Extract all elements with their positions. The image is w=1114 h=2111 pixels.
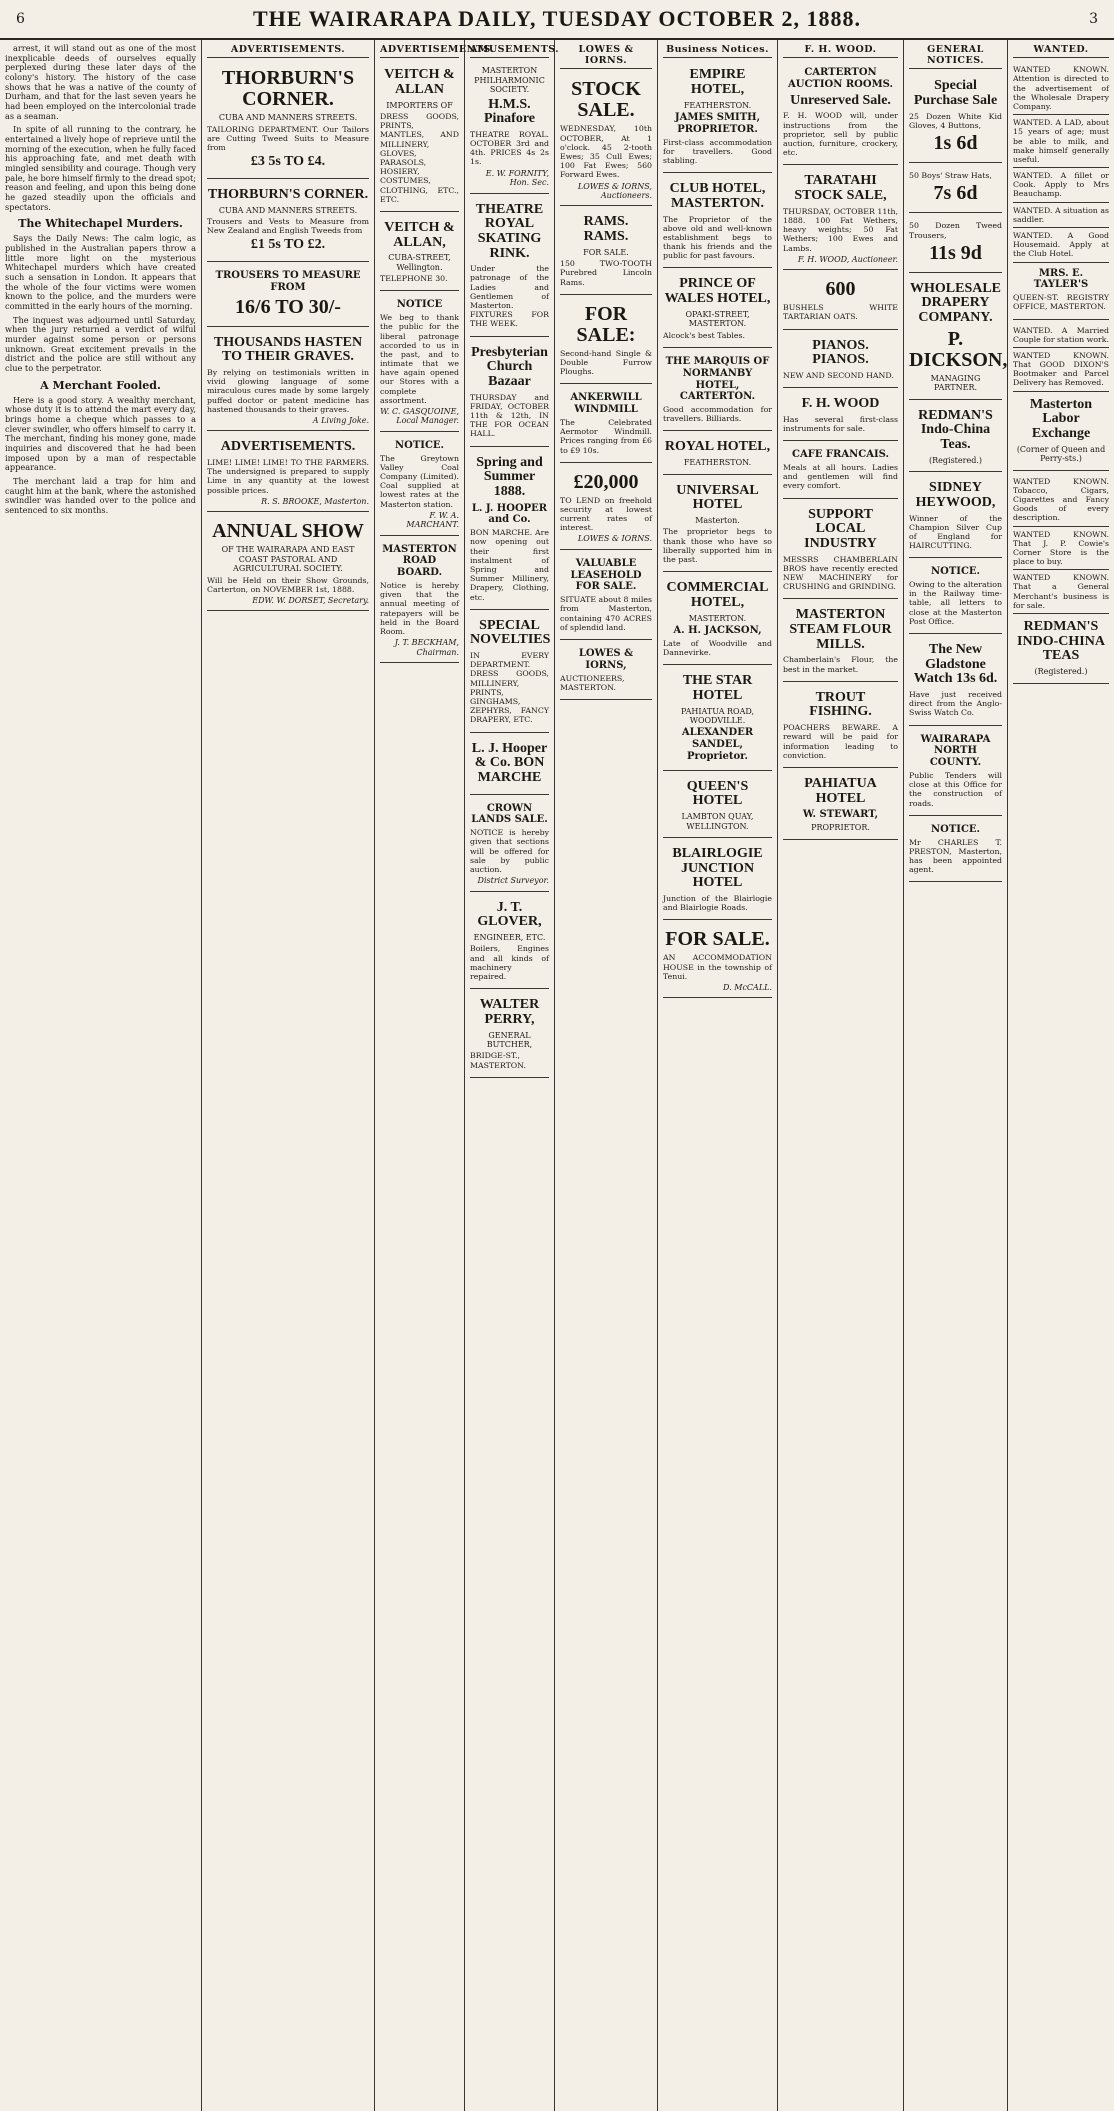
ad-body: NEW AND SECOND HAND. bbox=[783, 370, 894, 380]
ad-title: COMMERCIAL HOTEL, bbox=[666, 580, 769, 610]
ad-title: H.M.S. Pinafore bbox=[483, 96, 536, 127]
ad-body: The proprietor begs to thank those who have so liberally supported him in the past. bbox=[663, 527, 772, 564]
ad-title: THORBURN'S CORNER. bbox=[221, 67, 355, 111]
ad-subtitle: MASTERTON PHILHARMONIC SOCIETY. bbox=[474, 66, 545, 95]
column-advertisements-1 bbox=[202, 40, 375, 2111]
ad-subtitle: CUBA-STREET, Wellington. bbox=[388, 253, 451, 272]
advertisement bbox=[783, 502, 898, 600]
ad-title: Spring and Summer 1888. bbox=[476, 454, 543, 499]
ad-title: TROUT FISHING. bbox=[809, 689, 872, 720]
ad-body: TELEPHONE 30. bbox=[380, 274, 448, 284]
ad-title: ADVERTISEMENTS. bbox=[220, 439, 356, 455]
column-advertisements-2 bbox=[375, 40, 495, 2111]
ad-body: Has several first-class instruments for sale. bbox=[783, 414, 898, 433]
ad-signature: F. H. WOOD, Auctioneer. bbox=[797, 254, 898, 264]
advertisement bbox=[380, 435, 459, 536]
ad-body: Mr CHARLES T. PRESTON, Masterton, has been appointed agent. bbox=[909, 837, 1002, 875]
ad-title: CROWN LANDS SALE. bbox=[471, 802, 548, 826]
ad-title: UNIVERSAL HOTEL bbox=[676, 482, 759, 513]
ad-subtitle: MANAGING PARTNER. bbox=[930, 373, 981, 393]
advertisement bbox=[783, 168, 898, 270]
ad-subtitle: FOR SALE. bbox=[583, 247, 629, 257]
ad-title: THE STAR HOTEL bbox=[682, 673, 753, 703]
advertisement bbox=[783, 391, 898, 441]
ad-title: Special Purchase Sale bbox=[913, 78, 998, 109]
advertisement bbox=[470, 798, 549, 892]
ad-body: Public Tenders will close at this Office for the construction of roads. bbox=[909, 771, 1002, 808]
advertisement bbox=[663, 271, 772, 347]
ad-body: Late of Woodville and Dannevirke. bbox=[663, 638, 772, 657]
ad-title: 600 bbox=[825, 278, 856, 301]
ad-title: THEATRE ROYAL SKATING RINK. bbox=[475, 201, 544, 261]
ad-body: The Greytown Valley Coal Company (Limited). Coal supplied at lowest rates at the Masterton station. bbox=[380, 453, 459, 509]
ad-signature: A Living Joke. bbox=[312, 415, 369, 425]
ad-title: CLUB HOTEL, MASTERTON. bbox=[669, 181, 766, 211]
ad-body: IN EVERY DEPARTMENT. DRESS GOODS, MILLINERY, PRINTS, GINGHAMS, ZEPHYRS, FANCY DRAPERY, ETC. bbox=[470, 651, 549, 725]
ad-title: £20,000 bbox=[573, 470, 639, 493]
advertisement bbox=[470, 340, 549, 447]
advertisement bbox=[783, 273, 898, 329]
wanted-ad: WANTED. A LAD, about 15 years of age; must be able to milk, and make himself generally useful. bbox=[1013, 115, 1109, 168]
ad-proprietor: P. DICKSON, bbox=[909, 327, 1008, 371]
ad-body: We beg to thank the public for the liberal patronage accorded to us in the past, and to intimate that we have again opened our Stores with a complete assortment. bbox=[380, 313, 459, 405]
ad-title: THE MARQUIS OF NORMANBY HOTEL, CARTERTON. bbox=[665, 355, 770, 403]
advertisement bbox=[560, 466, 652, 550]
page-number-left: 6 bbox=[16, 11, 25, 27]
ad-body: F. H. WOOD will, under instructions from the proprietor, sell by public auction, furniture, crockery, etc. bbox=[783, 111, 898, 158]
ad-signature: R. S. BROOKE, Masterton. bbox=[261, 496, 369, 506]
ad-body: The Celebrated Aermotor Windmill. Prices ranging from £6 to £9 10s. bbox=[560, 417, 652, 455]
ad-title: L. J. Hooper & Co. BON MARCHE bbox=[471, 740, 548, 785]
ad-title: VEITCH & ALLAN bbox=[384, 67, 455, 97]
ad-subtitle: CUBA AND MANNERS STREETS. bbox=[218, 113, 358, 123]
ad-body: AN ACCOMMODATION HOUSE in the township of Tenui. bbox=[663, 953, 772, 981]
advertisement bbox=[783, 602, 898, 681]
advertisement bbox=[560, 73, 652, 206]
advertisement bbox=[783, 62, 898, 165]
advertisement bbox=[663, 841, 772, 920]
ad-body: THURSDAY, OCTOBER 11th, 1888. 100 Fat Wethers, heavy weights; 50 Fat Wethers; 100 Ewes and Lambs. bbox=[783, 206, 898, 253]
advertisement bbox=[560, 298, 652, 385]
ad-price: 1s 6d bbox=[933, 132, 978, 155]
ad-body: SITUATE about 8 miles from Masterton, containing 470 ACRES of splendid land. bbox=[560, 595, 652, 632]
ad-body: AUCTIONEERS, MASTERTON. bbox=[560, 673, 625, 692]
ad-price: £3 5s TO £4. bbox=[250, 154, 326, 170]
advertisement bbox=[663, 478, 772, 573]
ad-title: J. T. GLOVER, bbox=[477, 899, 542, 930]
ad-title: MASTERTON STEAM FLOUR MILLS. bbox=[789, 607, 892, 652]
ad-title: TARATAHI STOCK SALE, bbox=[794, 173, 887, 204]
ad-title: The New Gladstone Watch 13s 6d. bbox=[913, 642, 998, 687]
ad-subtitle: GENERAL BUTCHER, bbox=[486, 1030, 533, 1050]
ad-subtitle: IMPORTERS OF bbox=[386, 100, 453, 110]
ad-body: Meals at all hours. Ladies and gentlemen will find every comfort. bbox=[783, 462, 898, 491]
advertisement bbox=[909, 561, 1002, 634]
ad-signature: F. W. A. MARCHANT. bbox=[406, 510, 459, 530]
ad-body: MESSRS CHAMBERLAIN BROS have recently erected NEW MACHINERY for CRUSHING and GRINDING. bbox=[783, 554, 898, 592]
ad-title: VEITCH & ALLAN, bbox=[384, 219, 455, 250]
ad-subtitle: (Registered.) bbox=[1034, 667, 1088, 677]
advertisement bbox=[663, 923, 772, 998]
column-fh-wood bbox=[778, 40, 904, 2111]
advertisement bbox=[663, 575, 772, 665]
ad-subtitle: PAHIATUA ROAD, WOODVILLE. bbox=[680, 706, 755, 725]
ad-subtitle: Masterton. bbox=[695, 515, 740, 525]
ad-subtitle: OPAKI-STREET, MASTERTON. bbox=[685, 309, 750, 329]
ad-subtitle: (Registered.) bbox=[929, 455, 982, 465]
advertisement bbox=[207, 182, 369, 262]
ad-body: THURSDAY and FRIDAY, OCTOBER 11th & 12th, IN THE FOR OCEAN HALL. bbox=[470, 392, 549, 439]
ad-subtitle: CUBA AND MANNERS STREETS. bbox=[218, 205, 358, 215]
ad-title: NOTICE bbox=[396, 299, 443, 311]
wanted-ad: WANTED KNOWN. Tobacco, Cigars, Cigarettes and Fancy Goods of every description. bbox=[1013, 474, 1109, 527]
ad-body: Second-hand Single & Double Furrow Ploughs. bbox=[560, 348, 652, 377]
news-paragraph: In spite of all running to the contrary, he entertained a lively hope of reprieve until the morning of the execution, when he fully faced his approaching fate, and met death with mingled sensibility and courage. Though very pale, he bore himself firmly to the dread spot; reason and feeling, and upon this being done he gazed steadily upon the officials and spectators. bbox=[5, 124, 196, 212]
advertisement bbox=[909, 819, 1002, 883]
column-header: ADVERTISEMENTS. bbox=[380, 44, 459, 58]
ad-title: THOUSANDS HASTEN TO THEIR GRAVES. bbox=[213, 334, 363, 365]
advertisement bbox=[207, 330, 369, 432]
ad-title: NOTICE. bbox=[930, 823, 981, 835]
advertisement bbox=[663, 351, 772, 432]
ad-title: STOCK SALE. bbox=[571, 78, 641, 122]
ad-title: BLAIRLOGIE JUNCTION HOTEL bbox=[672, 846, 763, 891]
advertisement bbox=[783, 333, 898, 389]
ad-title: Masterton Labor Exchange bbox=[1029, 396, 1093, 442]
ad-title: SUPPORT LOCAL INDUSTRY bbox=[804, 506, 877, 551]
column-header: ADVERTISEMENTS. bbox=[207, 44, 369, 58]
advertisement bbox=[470, 62, 549, 193]
article-heading: A Merchant Fooled. bbox=[40, 378, 161, 392]
ad-title: NOTICE. bbox=[394, 439, 445, 451]
ad-title: RAMS. RAMS. bbox=[583, 214, 629, 245]
column-header: WANTED. bbox=[1013, 44, 1109, 58]
wanted-ad: WANTED. A Married Couple for station work. bbox=[1013, 323, 1109, 348]
ad-title: SIDNEY HEYWOOD, bbox=[915, 480, 996, 510]
ad-title: WHOLESALE DRAPERY COMPANY. bbox=[909, 280, 1002, 326]
ad-title: PIANOS. PIANOS. bbox=[812, 337, 869, 368]
masthead bbox=[0, 0, 1114, 40]
ad-price: 7s 6d bbox=[933, 182, 978, 205]
advertisement bbox=[783, 444, 898, 498]
ad-title: REDMAN'S INDO-CHINA TEAS bbox=[1017, 619, 1105, 664]
ad-proprietor: A. H. JACKSON, bbox=[673, 624, 762, 636]
ad-title: MASTERTON ROAD BOARD. bbox=[382, 543, 457, 579]
ad-body: BON MARCHE. Are now opening out their first instalment of Spring and Summer Millinery, Drapery, Clothing, etc. bbox=[470, 528, 549, 602]
ad-body: Winner of the Champion Silver Cup of England for HAIRCUTTING. bbox=[909, 513, 1002, 551]
page-number-right: 3 bbox=[1089, 11, 1098, 27]
ad-title: NOTICE. bbox=[930, 566, 981, 578]
ad-body: Owing to the alteration in the Railway time-table, all letters to close at the Masterton Post Office. bbox=[909, 580, 1002, 626]
advertisement bbox=[663, 668, 772, 771]
ad-title: WALTER PERRY, bbox=[479, 997, 540, 1027]
wanted-ad: WANTED KNOWN. Attention is directed to the advertisement of the Wholesale Drapery Company. bbox=[1013, 62, 1109, 115]
ad-title: QUEEN'S HOTEL bbox=[686, 778, 749, 809]
ad-title: EMPIRE HOTEL, bbox=[689, 67, 746, 97]
wanted-ad: WANTED KNOWN. That a General Merchant's business is for sale. bbox=[1013, 570, 1109, 614]
wanted-ad: WANTED. A fillet or Cook. Apply to Mrs Beauchamp. bbox=[1013, 168, 1109, 203]
advertisement bbox=[663, 62, 772, 173]
ad-title: CAFE FRANCAIS. bbox=[792, 449, 889, 461]
ad-body: WEDNESDAY, 10th OCTOBER, At 1 o'clock. 45 2-tooth Ewes; 35 Cull Ewes; 100 Fat Ewes; 560 Forward Ewes. bbox=[560, 124, 652, 180]
column-header: AMUSEMENTS. bbox=[470, 44, 549, 58]
advertisement bbox=[470, 197, 549, 337]
ad-subtitle: (Corner of Queen and Perry-sts.) bbox=[1016, 444, 1106, 464]
advertisement bbox=[909, 475, 1002, 558]
ad-title: TROUSERS TO MEASURE FROM bbox=[215, 270, 361, 293]
advertisement bbox=[909, 166, 1002, 213]
advertisement bbox=[909, 403, 1002, 473]
ad-signature: E. W. FORNITY, Hon. Sec. bbox=[485, 168, 549, 188]
ad-signature: LOWES & IORNS, Auctioneers. bbox=[577, 181, 652, 200]
ad-proprietor: JAMES SMITH, PROPRIETOR. bbox=[674, 112, 761, 135]
ad-subtitle: FEATHERSTON. bbox=[683, 100, 752, 110]
advertisement bbox=[560, 387, 652, 462]
ad-body: DRESS GOODS, PRINTS, MANTLES, AND MILLINERY, GLOVES, PARASOLS, HOSIERY, COSTUMES, CLOTHING, ETC., ETC. bbox=[380, 112, 459, 204]
advertisement bbox=[783, 771, 898, 840]
news-paragraph: Here is a good story. A wealthy merchant, whose duty it is to attend the mart every day, brings home a cheque which passes to a clever swindler, who offers himself to carry it. The merchant, finding his money gone, made inquiries and discovered that he had been imposed upon by a man of respectable appearance. bbox=[5, 394, 196, 473]
advertisement bbox=[909, 216, 1002, 272]
ad-subtitle: OF THE WAIRARAPA AND EAST COAST PASTORAL AND AGRICULTURAL SOCIETY. bbox=[221, 545, 355, 574]
advertisement bbox=[909, 276, 1008, 400]
ad-body: Alcock's best Tables. bbox=[663, 330, 745, 340]
news-paragraph: The merchant laid a trap for him and caught him at the bank, where the astonished swindler was handed over to the police and sentenced to six months. bbox=[5, 476, 197, 516]
ad-subtitle: L. J. HOOPER and Co. bbox=[471, 502, 548, 526]
ad-price: £1 5s TO £2. bbox=[250, 237, 326, 253]
column-lowes-iorns bbox=[555, 40, 658, 2111]
ad-body: 50 Dozen Tweed Trousers, bbox=[909, 221, 1002, 240]
advertisement bbox=[207, 515, 369, 611]
ad-signature: EDW. W. DORSET, Secretary. bbox=[252, 595, 369, 605]
wanted-ad: WANTED KNOWN. That J. P. Cowie's Corner Store is the place to buy. bbox=[1013, 527, 1109, 571]
advertisement bbox=[909, 729, 1002, 816]
advertisement bbox=[470, 613, 549, 733]
ad-signature: D. McCALL. bbox=[723, 983, 772, 993]
column-business-notices bbox=[658, 40, 778, 2111]
wanted-ad: WANTED. A situation as saddler. bbox=[1013, 203, 1109, 228]
advertisement bbox=[560, 643, 652, 700]
ad-signature: W. C. GASQUOINE, Local Manager. bbox=[380, 407, 459, 426]
advertisement bbox=[783, 685, 898, 768]
advertisement bbox=[663, 176, 772, 268]
advertisement bbox=[909, 73, 1002, 163]
ad-body: Will be Held on their Show Grounds, Carterton, on NOVEMBER 1st, 1888. bbox=[207, 575, 369, 594]
news-paragraph: Says the Daily News: The calm logic, as published in the Australian papers throw a little more light on the mysterious Whitechapel murders which have created such a sensation in London. It appears that the whole of the four victims were women known to the police, and the murders were committed in the early hours of the morning. bbox=[5, 233, 196, 312]
ad-body: QUEEN-ST. REGISTRY OFFICE, MASTERTON. bbox=[1013, 293, 1109, 312]
ad-subtitle: FEATHERSTON. bbox=[683, 458, 752, 468]
advertisement bbox=[909, 637, 1002, 726]
ad-title: REDMAN'S Indo-China Teas. bbox=[918, 407, 993, 453]
advertisement bbox=[470, 992, 549, 1078]
ad-body: Chamberlain's Flour, the best in the market. bbox=[783, 655, 898, 674]
advertisement bbox=[380, 539, 459, 663]
ad-title: LOWES & IORNS, bbox=[578, 648, 634, 671]
column-news bbox=[0, 40, 202, 2111]
ad-title: VALUABLE LEASEHOLD FOR SALE. bbox=[570, 557, 642, 593]
advertisement bbox=[1013, 392, 1109, 471]
ad-body: 150 TWO-TOOTH Purebred Lincoln Rams. bbox=[560, 259, 652, 287]
ad-body: THEATRE ROYAL. OCTOBER 3rd and 4th. PRICES 4s 2s 1s. bbox=[470, 129, 549, 167]
ad-body: Junction of the Blairlogie and Blairlogie Roads. bbox=[663, 894, 772, 913]
advertisement bbox=[380, 62, 459, 212]
advertisement bbox=[1013, 614, 1109, 684]
ad-price: 16/6 TO 30/- bbox=[235, 295, 341, 318]
ad-title: ANNUAL SHOW bbox=[212, 520, 364, 543]
news-paragraph: The inquest was adjourned until Saturday, when the jury returned a verdict of wilful murder against some person or persons unknown. Great excitement prevails in the district and the police are still without any clue to the perpetrator. bbox=[5, 314, 196, 374]
ad-body: LIME! LIME! LIME! TO THE FARMERS. The undersigned is prepared to supply Lime in any quantity at the lowest possible prices. bbox=[207, 458, 369, 495]
column-header: LOWES & IORNS. bbox=[560, 44, 652, 69]
advertisement bbox=[470, 450, 549, 610]
ad-subtitle: LAMBTON QUAY, WELLINGTON. bbox=[681, 812, 754, 831]
ad-body: Under the patronage of the Ladies and Gentlemen of Masterton. FIXTURES FOR THE WEEK. bbox=[470, 264, 549, 329]
ad-body: Have just received direct from the Anglo-Swiss Watch Co. bbox=[909, 690, 1002, 718]
ad-title: Presbyterian Church Bazaar bbox=[471, 344, 548, 389]
advertisement bbox=[470, 736, 549, 795]
ad-title: ANKERWILL WINDMILL bbox=[570, 392, 642, 416]
wanted-ad: WANTED. A Good Housemaid. Apply at the Club Hotel. bbox=[1013, 228, 1109, 263]
ad-body: First-class accommodation for travellers. Good stabling. bbox=[663, 137, 772, 165]
ad-body: The Proprietor of the above old and well-known establishment begs to thank his friends and the public for past favours. bbox=[663, 214, 772, 261]
advertisement bbox=[560, 553, 652, 640]
newspaper-title: THE WAIRARAPA DAILY, TUESDAY OCTOBER 2, 1888. bbox=[253, 6, 861, 31]
advertisement bbox=[1013, 263, 1109, 320]
ad-body: Boilers, Engines and all kinds of machinery repaired. bbox=[470, 944, 549, 982]
column-amusements bbox=[465, 40, 560, 2111]
advertisement bbox=[560, 209, 652, 294]
ad-proprietor: ALEXANDER SANDEL, Proprietor. bbox=[681, 727, 754, 762]
ad-title: PAHIATUA HOTEL bbox=[804, 775, 877, 806]
ad-body: 25 Dozen White Kid Gloves, 4 Buttons, bbox=[909, 111, 1002, 130]
ad-body: Trousers and Vests to Measure from New Zealand and English Tweeds from bbox=[207, 217, 369, 236]
advertisement bbox=[207, 62, 369, 179]
ad-price: 11s 9d bbox=[929, 241, 982, 264]
ad-subtitle: MASTERTON. bbox=[688, 613, 747, 623]
ad-body: BRIDGE-ST., MASTERTON. bbox=[470, 1051, 526, 1070]
advertisement bbox=[207, 434, 369, 512]
ad-body: Good accommodation for travellers. Billiards. bbox=[663, 405, 772, 424]
column-header: F. H. WOOD. bbox=[783, 44, 898, 58]
news-paragraph: arrest, it will stand out as one of the most inexplicable deeds of ourselves equally perplexed during these later days of the colony's history. The history of the case shows that he was a native of the county of Durham, and that for the last seven years he had been employed on the intercolonial trade as a seaman. bbox=[5, 43, 196, 121]
ad-body: BUSHELS WHITE TARTARIAN OATS. bbox=[783, 303, 898, 322]
advertisement bbox=[470, 895, 549, 990]
ad-subtitle: CARTERTON AUCTION ROOMS. bbox=[787, 67, 894, 90]
ad-body: Notice is hereby given that the annual meeting of ratepayers will be held in the Board Room. bbox=[380, 581, 459, 636]
ad-body: POACHERS BEWARE. A reward will be paid for information leading to conviction. bbox=[783, 723, 898, 760]
ad-title: MRS. E. TAYLER'S bbox=[1033, 267, 1089, 291]
ad-title: THORBURN'S CORNER. bbox=[207, 186, 369, 202]
ad-title: ROYAL HOTEL, bbox=[664, 439, 771, 455]
column-general-notices bbox=[904, 40, 1008, 2111]
ad-title: PRINCE OF WALES HOTEL, bbox=[664, 276, 771, 307]
wanted-ad: WANTED KNOWN. That GOOD DIXON'S Bootmaker and Parcel Delivery has Removed. bbox=[1013, 348, 1109, 392]
article-heading: The Whitechapel Murders. bbox=[18, 217, 183, 231]
ad-body: TAILORING DEPARTMENT. Our Tailors are Cutting Tweed Suits to Measure from bbox=[207, 124, 369, 153]
ad-title: WAIRARAPA NORTH COUNTY. bbox=[920, 733, 991, 769]
ad-body: 50 Boys' Straw Hats, bbox=[909, 171, 992, 181]
ad-proprietor: W. STEWART, bbox=[802, 809, 879, 821]
advertisement bbox=[380, 294, 459, 432]
ad-subtitle: ENGINEER, ETC. bbox=[473, 933, 546, 943]
ad-title: F. H. WOOD bbox=[801, 396, 880, 412]
ad-title: FOR SALE: bbox=[576, 302, 636, 346]
advertisement bbox=[663, 434, 772, 474]
ad-signature: District Surveyor. bbox=[477, 876, 549, 886]
columns bbox=[0, 40, 1114, 2111]
advertisement bbox=[207, 265, 369, 327]
ad-signature: J. T. BECKHAM, Chairman. bbox=[394, 638, 459, 657]
advertisement bbox=[663, 774, 772, 838]
ad-signature: LOWES & IORNS. bbox=[577, 534, 652, 544]
ad-body: TO LEND on freehold security at lowest current rates of interest. bbox=[560, 495, 652, 533]
ad-subtitle: PROPRIETOR. bbox=[811, 823, 870, 833]
ad-title: FOR SALE. bbox=[665, 928, 770, 951]
ad-body: By relying on testimonials written in vivid glowing language of some miraculous cures made by some largely puffed doctor or patent medicine has hastened thousands to their graves. bbox=[207, 368, 369, 414]
ad-title: SPECIAL NOVELTIES bbox=[470, 617, 551, 648]
ad-title: Unreserved Sale. bbox=[790, 92, 891, 108]
column-wanted bbox=[1008, 40, 1114, 2111]
column-header: Business Notices. bbox=[663, 44, 772, 58]
column-header: GENERAL NOTICES. bbox=[909, 44, 1002, 69]
advertisement bbox=[380, 215, 459, 291]
ad-body: NOTICE is hereby given that sections will be offered for sale by public auction. bbox=[470, 828, 549, 875]
